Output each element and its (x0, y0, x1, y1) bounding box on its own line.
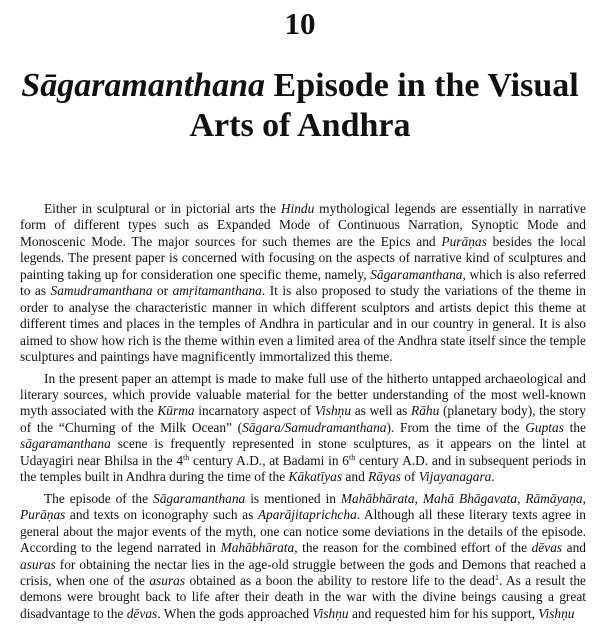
text-segment: , (414, 490, 423, 506)
text-segment: dēvas (531, 540, 563, 556)
text-segment: and (342, 469, 369, 485)
text-segment: Purāṇas (441, 233, 487, 249)
text-segment: , the reason for the combined effort of the (294, 540, 532, 556)
text-segment: ). From the time of the (386, 419, 526, 435)
text-segment: obtained as a boon the ability to restore life to the dead (185, 572, 495, 588)
text-segment: and requested him for his support, (348, 605, 539, 621)
text-segment: Hindu (280, 201, 315, 216)
text-segment: Purāṇas (20, 507, 66, 523)
text-segment: . Although all these literary texts agree in general about the major events of the myth, one can notice some deviations in the details of the episode. According to the legend narrated in (20, 507, 586, 556)
text-segment: Vishṇu (312, 605, 349, 621)
text-segment: mythological legends are essentially in narrative form of different types such as Expanded Mode of Continuous Narration, Synoptic Mode and Monoscenic Mode. The major sources for such themes are the Epics and (20, 201, 586, 249)
text-segment: , (517, 490, 526, 506)
text-segment: Sāgara/Samudramanthana (242, 419, 387, 435)
text-segment: , which is also referred to as (20, 266, 586, 299)
text-segment: Rāyas (368, 469, 401, 485)
paragraph (20, 371, 586, 486)
text-segment: amṛitamanthana (172, 283, 262, 299)
text-segment: sāgaramanthana (20, 436, 111, 452)
text-segment: incarnatory aspect of (194, 403, 315, 419)
text-segment: asuras (20, 556, 56, 572)
text-segment: th (348, 452, 356, 462)
text-segment: Vishṇu (538, 605, 575, 621)
text-segment: the (563, 419, 586, 435)
text-segment: . When the gods approached (157, 605, 313, 621)
paragraph (20, 201, 586, 366)
text-segment: Mahābhārata (220, 540, 295, 556)
text-segment: Mahābhārata (340, 490, 415, 506)
text-segment: for obtaining the nectar lies in the age-old struggle between the gods and Demons that reached a crisis, when one of the (20, 556, 586, 588)
text-segment: Sāgaramanthana (153, 490, 246, 506)
text-segment: Aparājitaprichcha (257, 507, 357, 523)
text-segment: . It is also proposed to study the variations of the theme in order to analyse the characteristic manner in which different sculptors and artists depict this theme at different times and places in the temples of Andhra in particular and in our country in general. It is also aimed to show how rich is the theme within even a limited area of the Andhra state itself since the temple sculptures and paintings have magnificently immortalized this theme. (20, 283, 586, 365)
chapter-body (20, 201, 586, 627)
text-segment: , (582, 490, 586, 506)
text-segment: Vishṇu (314, 403, 352, 419)
text-segment: . As a result the demons were brought back to life after their death in the war with the divine beings causing a great disadvantage to the (20, 572, 586, 621)
text-segment: and (562, 540, 586, 556)
text-segment: Rāhu (411, 403, 440, 419)
text-segment: Samudramanthana (50, 283, 153, 299)
text-segment: th (183, 452, 190, 462)
text-segment: century A.D. and in subsequent periods in the temples built in Andhra during the time of the (20, 452, 586, 485)
title-segment: Episode in the Visual Arts of Andhra (189, 67, 579, 144)
paragraph (20, 491, 586, 623)
text-segment: or (152, 283, 173, 299)
text-segment: (planetary body), the story of the “Churning of the Milk Ocean” ( (20, 403, 586, 435)
text-segment: of (400, 469, 419, 485)
text-segment: Vijayanagara (418, 469, 492, 485)
text-segment: Kākatīyas (288, 469, 343, 485)
text-segment: Mahā Bhāgavata (422, 490, 518, 506)
chapter-number: 10 (284, 6, 316, 41)
text-segment: Sāgaramanthana (370, 266, 463, 282)
text-segment: besides the local legends. The present paper is concerned with focusing on the aspects of narrative kind of sculptures and painting taking up for consideration one specific theme, namely, (20, 233, 586, 282)
text-segment: as well as (351, 403, 412, 419)
text-segment: The episode of the (44, 490, 153, 506)
text-segment: century A.D., at Badami in 6 (189, 452, 349, 468)
text-segment: . (491, 469, 495, 485)
text-segment: 1 (494, 572, 499, 582)
text-segment: scene is frequently represented in stone sculptures, as it appears on the lintel at Udayagiri near Bhilsa in the 4 (20, 436, 586, 468)
text-segment: Rāmāyaṇa (525, 490, 583, 506)
text-segment: Guptas (525, 419, 564, 435)
title-segment: Sāgaramanthana (21, 67, 266, 104)
text-segment: Either in sculptural or in pictorial arts the (44, 201, 281, 216)
text-segment: Kūrma (157, 403, 195, 419)
text-segment: and texts on iconography such as (65, 507, 258, 523)
text-segment: In the present paper an attempt is made to make full use of the hitherto untapped archaeological and literary sources, which provide valuable material for the better understanding of the most well-known myth associated with the (20, 370, 586, 419)
text-segment: dēvas (126, 605, 158, 621)
text-segment: is mentioned in (245, 490, 341, 506)
text-segment: asuras (149, 572, 186, 588)
chapter-title (10, 66, 590, 146)
